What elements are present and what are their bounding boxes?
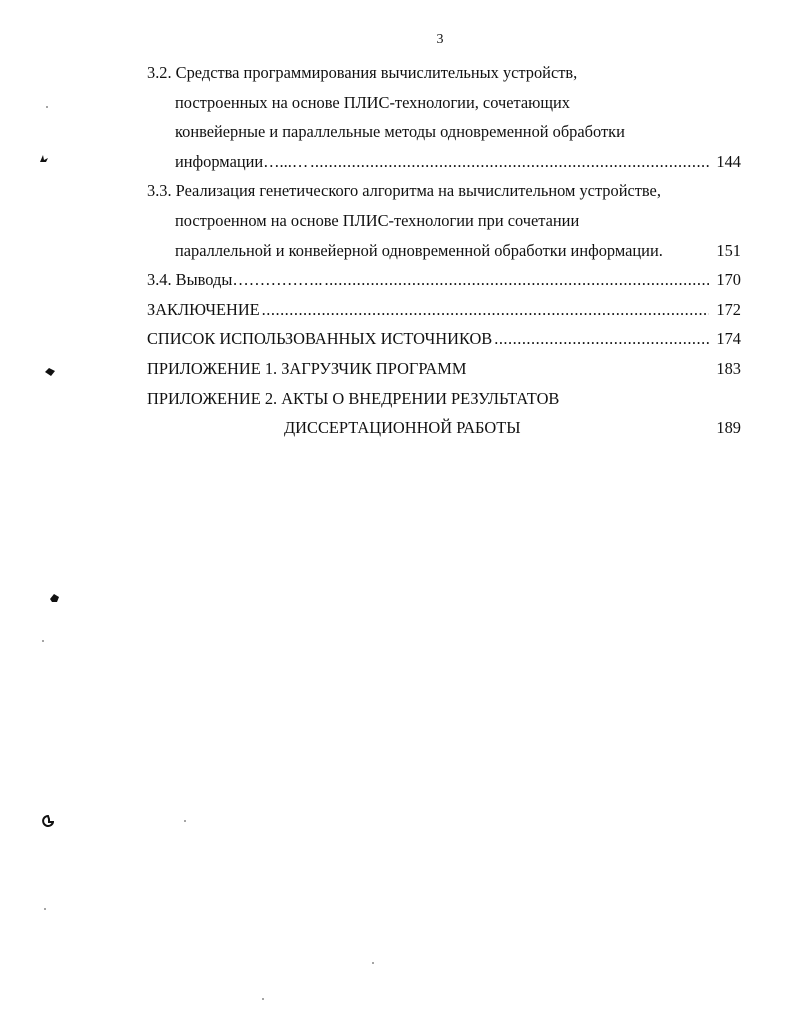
- toc-entry-3-3-line-3: [147, 236, 741, 266]
- page-number: 3: [436, 32, 444, 47]
- toc-entry-3-4: [147, 265, 741, 295]
- toc-page-number: 144: [716, 151, 741, 171]
- dot-leader: [324, 265, 709, 295]
- toc-entry-text: построенных на основе ПЛИС-технологии, сочетающих: [175, 92, 570, 112]
- table-of-contents: [147, 58, 741, 443]
- scan-artifact-icon: [42, 815, 54, 827]
- toc-entry-text: ЗАКЛЮЧЕНИЕ: [147, 299, 260, 319]
- toc-entry-text: параллельной и конвейерной одновременной обработки информации.: [175, 240, 663, 260]
- toc-entry-conclusion: [147, 295, 741, 325]
- toc-entry-text: информации…...…: [175, 151, 309, 171]
- toc-entry-text: ПРИЛОЖЕНИЕ 2. АКТЫ О ВНЕДРЕНИИ РЕЗУЛЬТАТОВ: [147, 388, 560, 408]
- toc-page-number: 189: [716, 418, 741, 438]
- toc-page-number: 170: [716, 270, 741, 290]
- toc-entry-3-2-line-1: [147, 58, 741, 88]
- toc-entry-text: СПИСОК ИСПОЛЬЗОВАННЫХ ИСТОЧНИКОВ: [147, 329, 493, 349]
- scan-artifact-icon: [38, 152, 50, 164]
- toc-entry-3-3-line-1: [147, 176, 741, 206]
- toc-entry-text: 3.2. Средства программирования вычислительных устройств,: [147, 63, 578, 82]
- toc-entry-text: 3.4. Выводы……………..: [147, 270, 323, 290]
- toc-entry-3-2-line-4: [147, 147, 741, 177]
- toc-entry-appendix-1: [147, 354, 741, 384]
- scan-artifact-icon: [44, 366, 56, 378]
- scan-speck: [42, 640, 44, 642]
- toc-entry-text: 3.3. Реализация генетического алгоритма на вычислительном устройстве,: [147, 181, 661, 201]
- toc-entry-3-2-line-3: [147, 117, 741, 147]
- scan-speck: [46, 106, 48, 108]
- toc-entry-references: [147, 324, 741, 354]
- toc-entry-appendix-2-line-2: [147, 413, 741, 443]
- scan-speck: [372, 962, 374, 964]
- toc-page-number: 174: [716, 329, 741, 349]
- dot-leader: [310, 147, 709, 177]
- toc-page-number: 183: [716, 358, 741, 378]
- toc-page-number: 172: [716, 299, 741, 319]
- scan-speck: [44, 908, 46, 910]
- toc-entry-3-2-line-2: [147, 88, 741, 118]
- scan-speck: [262, 998, 264, 1000]
- toc-entry-text: конвейерные и параллельные методы одновременной обработки: [175, 122, 625, 142]
- dot-leader: [262, 295, 709, 325]
- toc-entry-text: ПРИЛОЖЕНИЕ 1. ЗАГРУЗЧИК ПРОГРАММ: [147, 358, 467, 378]
- toc-entry-3-3-line-2: [147, 206, 741, 236]
- toc-page-number: 151: [716, 240, 741, 260]
- toc-entry-appendix-2-line-1: [147, 384, 741, 414]
- dot-leader: [494, 324, 709, 354]
- scan-artifact-icon: [48, 592, 60, 604]
- toc-entry-text: построенном на основе ПЛИС-технологии при сочетании: [175, 210, 580, 230]
- toc-entry-text: ДИССЕРТАЦИОННОЙ РАБОТЫ: [284, 418, 521, 438]
- scan-speck: [184, 820, 186, 822]
